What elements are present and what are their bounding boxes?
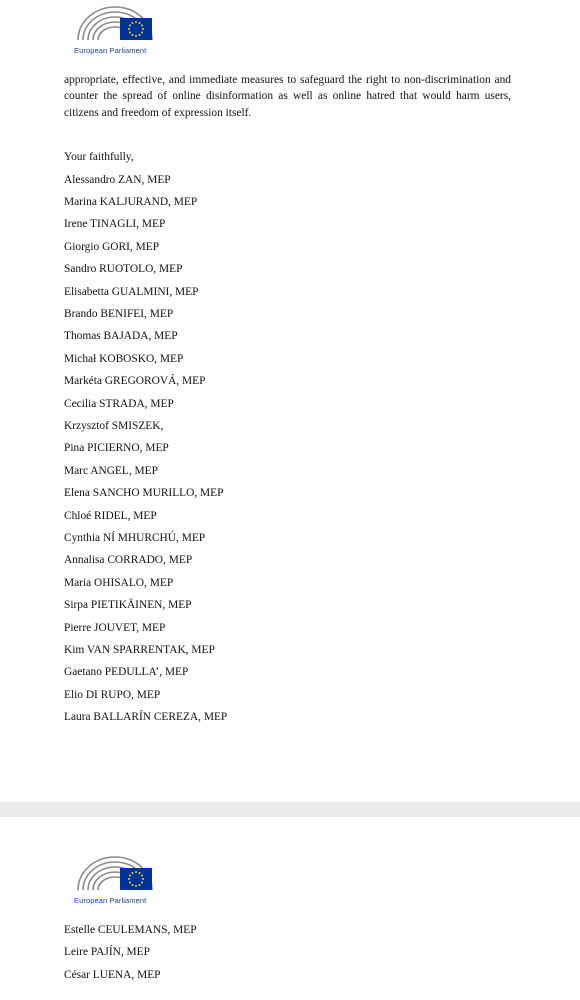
signatory: Cecilia STRADA, MEP <box>64 397 174 410</box>
signatory: Krzysztof SMISZEK, <box>64 419 164 432</box>
document-page-2 <box>0 817 580 1000</box>
logo-text: European Parliament <box>74 46 147 55</box>
closing-salutation: Your faithfully, <box>64 151 134 163</box>
signatory: Elio DI RUPO, MEP <box>64 688 161 701</box>
signatory: Laura BALLARÍN CEREZA, MEP <box>64 711 228 724</box>
signatory: Thomas BAJADA, MEP <box>64 330 178 343</box>
european-parliament-logo <box>74 2 156 58</box>
signatory: Kim VAN SPARRENTAK, MEP <box>64 643 215 656</box>
signatory: Estelle CEULEMANS, MEP <box>64 924 197 936</box>
parliament-hemicycle-icon <box>74 852 156 896</box>
signatory: Brando BENIFEI, MEP <box>64 307 174 320</box>
signatory: Annalisa CORRADO, MEP <box>64 554 193 567</box>
signatory: Markéta GREGOROVÁ, MEP <box>64 375 206 388</box>
signatory: Chloé RIDEL, MEP <box>64 509 157 522</box>
signatory: Elena SANCHO MURILLO, MEP <box>64 487 224 500</box>
signatory: Marc ANGEL, MEP <box>64 464 158 477</box>
signatory: Maria OHISALO, MEP <box>64 576 174 589</box>
signatory: Sandro RUOTOLO, MEP <box>64 263 183 276</box>
signatory: Alessandro ZAN, MEP <box>64 173 171 186</box>
signatory: Sirpa PIETIKÄINEN, MEP <box>64 599 192 612</box>
signatory: Irene TINAGLI, MEP <box>64 218 166 231</box>
signatory: Cynthia NÍ MHURCHÚ, MEP <box>64 531 206 544</box>
signatory: César LUENA, MEP <box>64 968 161 981</box>
signatory: Pierre JOUVET, MEP <box>64 621 166 634</box>
signatory: Elisabetta GUALMINI, MEP <box>64 285 199 298</box>
signatory: Marina KALJURAND, MEP <box>64 195 198 208</box>
signatory: Michał KOBOSKO, MEP <box>64 352 184 365</box>
parliament-hemicycle-icon <box>74 2 156 46</box>
signatory: Leire PAJÍN, MEP <box>64 946 150 959</box>
european-parliament-logo <box>74 852 156 908</box>
signatory: Pina PICIERNO, MEP <box>64 442 169 455</box>
signatory: Giorgio GORI, MEP <box>64 240 160 253</box>
letter-paragraph: appropriate, effective, and immediate measures to safeguard the right to non-discrimination and counter the spread of online disinformation as well as online hatred that would harm users, citizens and freedom of expression itself. <box>64 74 511 119</box>
signatory: Gaetano PEDULLA’, MEP <box>64 666 189 679</box>
logo-text: European Parliament <box>74 896 147 905</box>
